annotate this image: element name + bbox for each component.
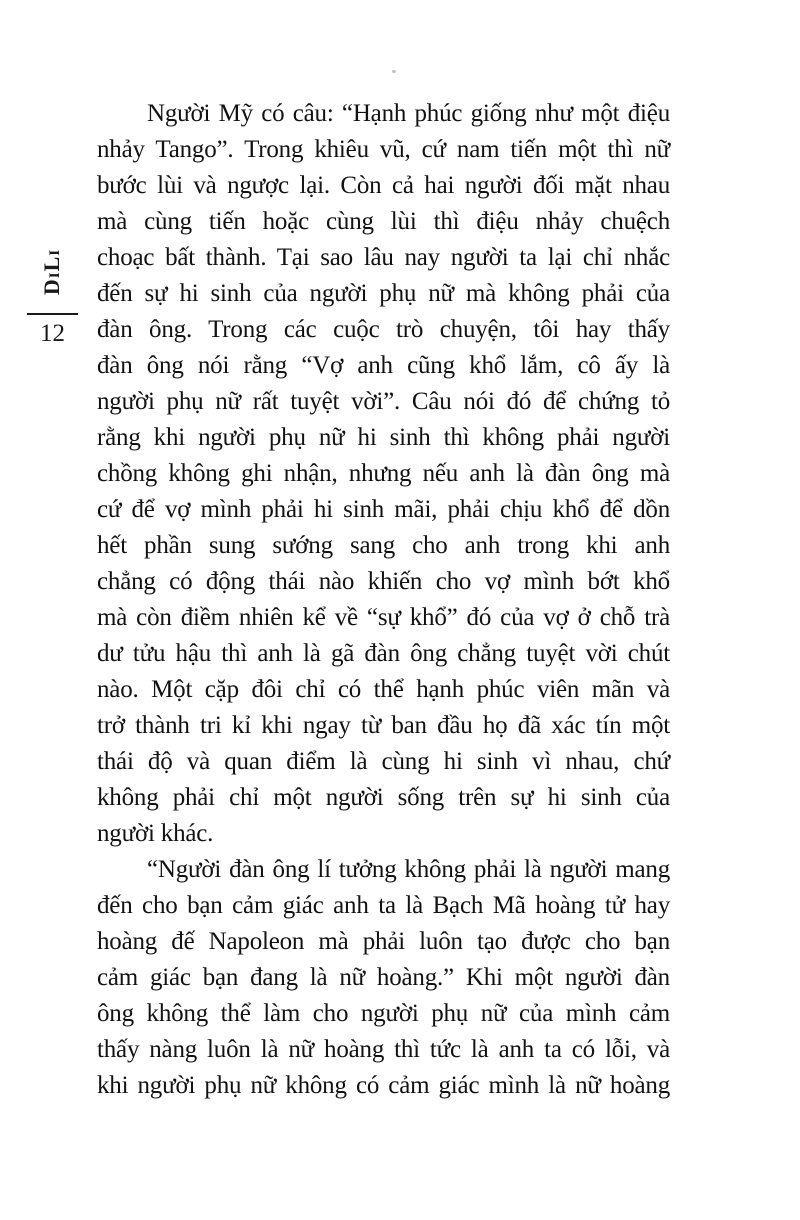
text-line: cảm giác bạn đang là nữ hoàng.” Khi một người đàn [97,964,670,991]
text-line: hết phần sung sướng sang cho anh trong khi anh [97,532,670,559]
text-line: chẳng có động thái nào khiến cho vợ mình bớt khổ [97,568,670,595]
text-line: rằng khi người phụ nữ hi sinh thì không phải người [97,424,670,451]
scan-artifact-dot [392,70,396,73]
text-line: thái độ và quan điểm là cùng hi sinh vì nhau, chứ [97,748,670,775]
text-line: đến sự hi sinh của người phụ nữ mà không phải của [97,280,670,307]
text-line: ông không thể làm cho người phụ nữ của mình cảm [97,1000,670,1027]
text-line: chồng không ghi nhận, nhưng nếu anh là đàn ông mà [97,460,670,487]
text-line: hoàng đế Napoleon mà phải luôn tạo được cho bạn [97,928,670,955]
page-number-rule [27,313,78,315]
text-line: đàn ông nói rằng “Vợ anh cũng khổ lắm, cô ấy là [97,352,670,379]
text-line: dư tửu hậu thì anh là gã đàn ông chẳng tuyệt vời chút [97,640,670,667]
body-text-block [97,96,670,1104]
text-line: cứ để vợ mình phải hi sinh mãi, phải chịu khổ để dồn [97,496,670,523]
text-line: mà cùng tiến hoặc cùng lùi thì điệu nhảy chuệch [97,208,670,235]
text-line: mà còn điềm nhiên kể về “sự khổ” đó của vợ ở chỗ trà [97,604,670,631]
author-name-vertical: DiLi [39,248,64,296]
text-line: “Người đàn ông lí tưởng không phải là người mang [147,856,670,883]
text-line: đàn ông. Trong các cuộc trò chuyện, tôi hay thấy [97,316,670,343]
text-line: nhảy Tango”. Trong khiêu vũ, cứ nam tiến một thì nữ [97,136,670,163]
text-line: nào. Một cặp đôi chỉ có thể hạnh phúc viên mãn và [97,676,670,703]
text-line: thấy nàng luôn là nữ hoàng thì tức là anh ta có lỗi, và [97,1036,670,1063]
text-line: người khác. [97,820,214,847]
text-line: bước lùi và ngược lại. Còn cả hai người đối mặt nhau [97,172,670,199]
text-line: khi người phụ nữ không có cảm giác mình là nữ hoàng [97,1072,670,1099]
text-line: trở thành tri kỉ khi ngay từ ban đầu họ đã xác tín một [97,712,670,739]
text-line: Người Mỹ có câu: “Hạnh phúc giống như một điệu [147,100,670,127]
text-line: không phải chỉ một người sống trên sự hi sinh của [97,784,670,811]
text-line: đến cho bạn cảm giác anh ta là Bạch Mã hoàng tử hay [97,892,670,919]
text-line: choạc bất thành. Tại sao lâu nay người ta lại chỉ nhắc [97,244,670,271]
text-line: người phụ nữ rất tuyệt vời”. Câu nói đó để chứng tỏ [97,388,670,415]
page-number: 12 [40,320,65,347]
